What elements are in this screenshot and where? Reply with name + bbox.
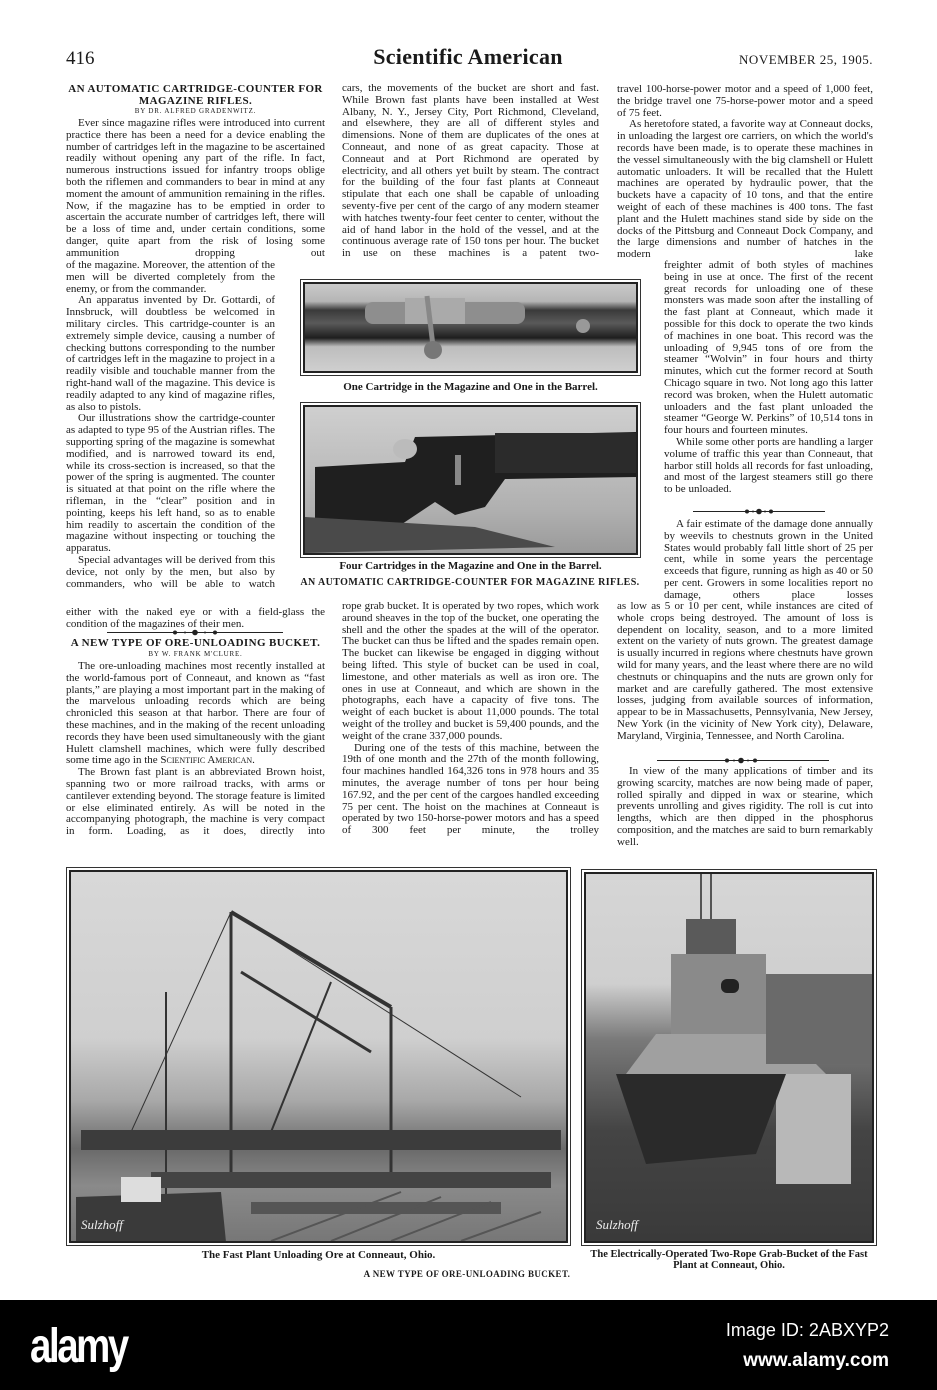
article-byline: BY W. FRANK M'CLURE. [148,650,243,658]
paragraph: As heretofore stated, a favorite way at Conneaut docks, in unloading the largest ore carriers, on which the world's records have been made, is to operate these machines in the vessel simultaneously with the big clamshell or Hulett automatic unloaders. It will be recalled that the Hulett machines are operated by hydraulic power, that the buckets have a capacity of 10 tons, and that the entire weight of each of these machines is 400 tons. The fast plant and the Hulett machines stand side by side on the docks of the Pittsburg and Conneaut Dock Company, and the large dimensions and number of hatches in the modern lake [617,118,873,261]
article-byline: BY DR. ALFRED GRADENWITZ. [134,107,257,115]
paragraph: During one of the tests of this machine, between the 19th of one month and the 27th of the month following, four machines handled 164,326 tons in 978 hours and 35 minutes, the average number of tons per hour being 167.92, and the per cent of the cargoes handled exceeding 75 per cent. The hoist on the machines at Conneaut is operated by two 150-horse-power motors and has a speed of 300 feet per minute, the trolley [342,741,599,837]
photo-rifle-one-cartridge [303,282,638,373]
photographer-signature: Sulzhoff [81,1217,123,1232]
paragraph: In view of the many applications of timber and its growing scarcity, matches are now being made of paper, rolled spirally and dipped in wax or stearine, which prevents unrolling and gives rigidity. The roll is cut into lengths, which are then dipped in the phosphorus composition, and the matches are said to burn remarkably well. [617,765,873,848]
paragraph: as low as 5 or 10 per cent, while instances are cited of whole crops being destroyed. The amount of loss is dependent on locality, season, and to a more limited extent on the variety of nuts grown. The greatest damage is usually incurred in regions where chestnuts have grown wild for many years, and the least where there are no wild chestnuts or chinquapins and the nuts are grown only for market and are carefully gathered. The most extensive losses, judging from available sources of information, appear to be in Massachusetts, Pennsylvania, New Jersey, New York (in the vicinity of New York city), Delaware, Maryland, Virginia, Tennessee, and North Carolina. [617,600,873,742]
photo-fast-plant-unloading-ore [69,870,568,1243]
article-body-block [342,601,599,837]
photo-grab-bucket [584,872,874,1243]
photographer-signature: Sulzhoff [596,1217,638,1232]
photo-rifle-four-cartridges [303,405,638,555]
article-title-cartridge-counter: AN AUTOMATIC CARTRIDGE-COUNTER FOR MAGAZINE RIFLES. [68,83,323,107]
paragraph: cars, the movements of the bucket are short and fast. While Brown fast plants have been installed at West Albany, N. Y., Jersey City, Port Richmond, Cleveland, and elsewhere, they are all of different styles and dimensions. None of them are duplicates of the ones at Conneaut, and none of as great capacity. Those at Conneaut and at Port Richmond are operated by electricity, and all others yet built by steam. The contract for the building of the four fast plants at Conneaut stipulate that each one shall be capable of unloading seventy-five per cent of the cargo of any modern steamer with hatches twenty-four feet center to center, without the aid of hand labor in the hold of the vessel, and at the continuous average rate of 150 tons per hour. The bucket in use on these machines is a patent two- [342,82,599,260]
photo-caption: The Electrically-Operated Two-Rope Grab-Bucket of the Fast Plant at Conneaut, Ohio. [590,1249,868,1271]
paragraph: Ever since magazine rifles were introduced into current practice there has been a need for a device enabling the number of cartridges left in the magazine to be ascertained readily without opening any part of the rifle. In fact, numerous instructions issued for infantry troops oblige both the riflemen and commanders to bear in mind at any moment the amount of ammunition remaining in the rifles. Now, if the magazine has to be emptied in order to ascertain the accurate number of cartridges left, there will be a loss of time and, under certain conditions, some danger, quite apart from the risk of losing some ammunition dropping out [66,117,325,259]
section-divider [657,756,829,765]
journal-name: Scientific American. [160,754,255,767]
paragraph: Our illustrations show the cartridge-counter as adapted to type 95 of the Austrian rifles. The supporting spring of the magazine is somewhat modified, and is narrowed toward its end, while its cross-section is increased, so that the power of the spring is augmented. The counter is situated at that point on the rifle where the rifleman, in the “clear” position and in pointing, keeps his left hand, so as to enable him readily to ascertain the condition of the magazine without inspecting or touching the apparatus. [66,412,275,555]
paragraph: A fair estimate of the damage done annually by weevils to chestnuts grown in the United States would probably fall little short of 25 per cent, while in some years the percentage exceeds that figure, running as high as 40 or 50 per cent. Growers in some localities report no damage, others place losses [664,518,873,601]
article-body-block [342,83,599,260]
article-body-block [664,260,873,496]
article-body-block [66,661,325,838]
paragraph: either with the naked eye or with a field-glass the condition of the magazines of their men. [66,606,325,630]
article-body-block [617,766,873,849]
paragraph: An apparatus invented by Dr. Gottardi, of Innsbruck, will doubtless be welcomed in military circles. This cartridge-counter is an extremely simple device, causing a number of checking buttons corresponding to the number of cartridges left in the magazine to project in a readily visible and touchable manner from the right-hand wall of the magazine. This device is readily adapted to any kind of magazine rifles, as also to pistols. [66,294,275,413]
photo-caption: Four Cartridges in the Magazine and One in the Barrel. [339,560,602,572]
article-title-ore-bucket: A NEW TYPE OF ORE-UNLOADING BUCKET. [70,637,321,649]
article-body-block [617,84,873,261]
photo-caption: The Fast Plant Unloading Ore at Conneaut, Ohio. [201,1249,436,1261]
article-body-block [617,601,873,743]
watermark-bar [0,1300,937,1390]
page-number: 416 [66,48,95,69]
alamy-logo: alamy [30,1320,127,1373]
paragraph: Special advantages will be derived from this device, not only by the men, but also by commanders, who will be able to watch [66,553,275,590]
paragraph: While some other ports are handling a larger volume of traffic this year than Conneaut, that harbor still holds all records for fast unloading, and most of the largest steamers still go there to be unloaded. [664,435,873,496]
issue-date: NOVEMBER 25, 1905. [739,52,873,67]
watermark-url: www.alamy.com [743,1350,889,1371]
masthead: Scientific American [373,44,563,69]
paragraph: rope grab bucket. It is operated by two ropes, which work around sheaves in the top of the bucket, one operating the shell and the other the spades at the will of the operator. The bucket can thus be lifted and the spades remain open. The bucket can likewise be engaged in digging without being lifted. This style of bucket can be used in coal, limestone, and other materials as well as iron ore. The ones in use at Conneaut, and which are shown in the photographs, each have a capacity of five tons. The weight of each bucket is about 11,000 pounds. The total weight of the trolley and bucket is 59,400 pounds, and the weight of the crane 337,000 pounds. [342,600,599,742]
figure-title: AN AUTOMATIC CARTRIDGE-COUNTER FOR MAGAZINE RIFLES. [300,577,640,588]
photo-caption: One Cartridge in the Magazine and One in the Barrel. [343,381,598,393]
section-divider [693,507,825,516]
image-id: Image ID: 2ABXYP2 [725,1320,889,1340]
paragraph-text: The ore-unloading machines most recently installed at the world-famous port of Conneaut, and known as “fast plants,” are playing a most important part in the making of the marvelous unloading records which are being chronicled this season at that harbor. There are four of these machines, and in the making of the recent unloading records they have been used simultaneously with the giant Hulett clamshell machines, which were fully described some time ago in the [66,660,325,767]
paragraph: travel 100-horse-power motor and a speed of 1,000 feet, the bridge travel one 75-horse-power motor and a speed of 75 feet. [617,83,873,119]
figure-title: A NEW TYPE OF ORE-UNLOADING BUCKET. [363,1269,571,1279]
paragraph [66,661,325,767]
article-body-block [664,519,873,602]
paragraph: The Brown fast plant is an abbreviated Brown hoist, spanning two or more railroad tracks, with arms or cantilever extending beyond. The storage feature is limited or else eliminated entirely. As will be noted in the accompanying photograph, the machine is very compact in form. Loading, as it does, directly into [66,766,325,838]
paragraph: of the magazine. Moreover, the attention of the men will be diverted completely from the enemy, or from the commander. [66,259,275,295]
section-divider [107,628,283,637]
article-body-block [66,118,325,260]
article-body-block [66,260,275,590]
paragraph: freighter admit of both styles of machines being in use at once. The first of the recent great records for unloading one of these monsters was made soon after the installing of the fast plant at Conneaut, which made it possible for this dock to operate the two kinds of machines in one boat. This record was the unloading of 9,945 tons of ore from the steamer “Wolvin” in four hours and thirty minutes, which cut the former record at South Chicago square in two. Not long ago this latter record was broken, when the Hulett automatic unloaders and the fast plant unloaded the steamer “George W. Perkins” of 10,514 tons in four hours and fourteen minutes. [664,259,873,437]
